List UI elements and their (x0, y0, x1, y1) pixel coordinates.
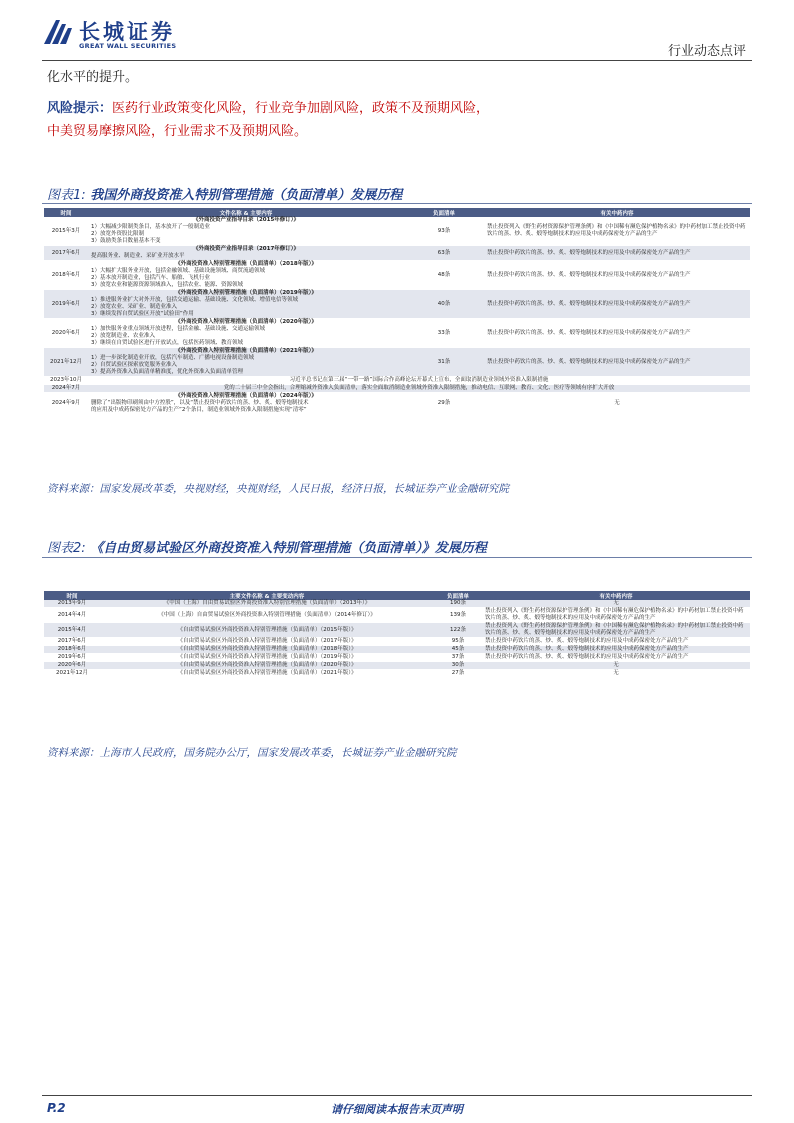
cell-event: 习近平总书记在第三届“一带一路”国际合作高峰论坛开幕式上宣布，全面取消制造业领域外资准入限制措施 (88, 377, 750, 385)
document-title: 《外商投资产业指导目录（2017年修订）》 (192, 246, 300, 252)
cell-count: 93条 (404, 217, 484, 246)
cell-document (88, 246, 404, 261)
header-negative-list: 负面清单 (434, 591, 482, 600)
cell-document (88, 348, 404, 377)
cell-document (88, 319, 404, 348)
cell-tcm: 无 (482, 662, 750, 670)
cell-time: 2017年6月 (44, 638, 100, 646)
cell-time: 2021年12月 (44, 670, 100, 678)
cell-time: 2014年4月 (44, 608, 100, 623)
company-logo (42, 14, 177, 62)
cell-time: 2023年10月 (44, 377, 88, 385)
cell-tcm: 禁止投资中药饮片的蒸、炒、炙、煅等炮制技术的应用及中成药保密处方产品的生产 (482, 654, 750, 662)
figure1-caption: 我国外商投资准入特别管理措施（负面清单）发展历程 (90, 188, 403, 203)
cell-count: 29条 (404, 393, 484, 415)
table-row (44, 646, 750, 654)
cell-tcm: 无 (484, 393, 750, 415)
risk-text-2: 中美贸易摩擦风险，行业需求不及预期风险。 (47, 124, 308, 139)
document-item: 1）加快服务业重点领域开放进程，包括金融、基础设施、交通运输领域 (91, 326, 266, 332)
document-item: 2）放宽农业、采矿业、制造业准入 (91, 304, 178, 310)
figure1-title (47, 184, 402, 203)
document-item: 1）大幅减少限制类条目，基本放开了一般制造业 (91, 224, 211, 230)
figure2-source: 资料来源：上海市人民政府，国务院办公厅，国家发展改革委，长城证券产业金融研究院 (47, 747, 457, 759)
document-title: 《外商投资准入特别管理措施（负面清单）（2019年版）》 (175, 290, 317, 296)
figure2-title (47, 537, 487, 556)
table-row (44, 217, 750, 246)
cell-count: 37条 (434, 654, 482, 662)
cell-tcm: 禁止投资中药饮片的蒸、炒、炙、煅等炮制技术的应用及中成药保密处方产品的生产 (484, 246, 750, 261)
cell-document: 《中国（上海）自由贸易试验区外商投资准入特别管理措施（负面清单）（2014年修订）》 (100, 608, 434, 623)
table-row (44, 662, 750, 670)
cell-count: 95条 (434, 638, 482, 646)
cell-count: 27条 (434, 670, 482, 678)
cell-document: 《自由贸易试验区外商投资准入特别管理措施（负面清单）（2015年版）》 (100, 623, 434, 638)
document-item: 1）大幅扩大服务业开放，包括金融领域、基础设施领域、商贸流通领域 (91, 268, 266, 274)
cell-document: 《自由贸易试验区外商投资准入特别管理措施（负面清单）（2018年版）》 (100, 646, 434, 654)
risk-warning-line2 (47, 120, 747, 144)
cell-count: 48条 (404, 261, 484, 290)
document-item: 1）进一步深化制造业开放，包括汽车制造、广播电视设备制造领域 (91, 355, 255, 361)
document-item: 3）提高外资准入负面清单精准度，优化外资准入负面清单管理 (91, 369, 244, 375)
document-title: 《外商投资准入特别管理措施（负面清单）（2021年版）》 (175, 348, 317, 354)
cell-time: 2013年9月 (44, 600, 100, 608)
cell-count: 45条 (434, 646, 482, 654)
cell-count: 31条 (404, 348, 484, 377)
cell-count: 33条 (404, 319, 484, 348)
figure2-table (44, 591, 750, 678)
figure1-number: 图表1: (47, 188, 86, 203)
document-item: 提高服务业、制造业、采矿业开放水平 (91, 253, 185, 259)
header-tcm-content: 有关中药内容 (484, 208, 750, 217)
cell-time: 2021年12月 (44, 348, 88, 377)
risk-label: 风险提示： (47, 101, 113, 116)
document-item: 1）推进服务业扩大对外开放，包括交通运输、基础设施、文化领域、增值电信等领域 (91, 297, 299, 303)
footer-divider (42, 1095, 752, 1096)
cell-tcm: 禁止投资中药饮片的蒸、炒、炙、煅等炮制技术的应用及中成药保密处方产品的生产 (482, 646, 750, 654)
cell-document: 《自由贸易试验区外商投资准入特别管理措施（负面清单）（2020年版）》 (100, 662, 434, 670)
cell-time: 2017年6月 (44, 246, 88, 261)
table-row (44, 348, 750, 377)
table-row (44, 319, 750, 348)
cell-document: 《自由贸易试验区外商投资准入特别管理措施（负面清单）（2021年版）》 (100, 670, 434, 678)
cell-tcm: 禁止投资中药饮片的蒸、炒、炙、煅等炮制技术的应用及中成药保密处方产品的生产 (482, 638, 750, 646)
document-title: 《外商投资准入特别管理措施（负面清单）（2020年版）》 (175, 319, 317, 325)
cell-tcm: 禁止投资中药饮片的蒸、炒、炙、煅等炮制技术的应用及中成药保密处方产品的生产 (484, 290, 750, 319)
document-item: 的应用及中成药保密处方产品的生产”2个条目，制造业领域外资准入限制措施实现“清零” (91, 407, 307, 413)
continuation-text: 化水平的提升。 (47, 70, 139, 85)
cell-time: 2020年6月 (44, 662, 100, 670)
document-item: 2）基本放开制造业，包括汽车、船舶、飞机行业 (91, 275, 211, 281)
table-header-row (44, 591, 750, 600)
document-item: 2）放宽制造业、农业准入 (91, 333, 156, 339)
cell-time: 2018年6月 (44, 646, 100, 654)
table-row (44, 393, 750, 415)
logo-name-en: GREAT WALL SECURITIES (79, 42, 177, 50)
table-row (44, 638, 750, 646)
cell-time: 2019年6月 (44, 290, 88, 319)
figure1-rule (42, 203, 752, 204)
figure2-number: 图表2: (47, 541, 86, 556)
document-item: 2）放宽外资股比限制 (91, 231, 144, 237)
table-row (44, 290, 750, 319)
table-row (44, 377, 750, 385)
document-item: 2）自贸试验区探索放宽服务业准入 (91, 362, 178, 368)
cell-tcm: 禁止投资列入《野生药材资源保护管理条例》和《中国稀有濒危保护植物名录》的中药材加工禁止投资中药饮片的蒸、炒、炙、煅等炮制技术的应用及中成药保密处方产品的生产 (482, 623, 750, 638)
header-document: 主要文件名称 & 主要变动内容 (100, 591, 434, 600)
table-row (44, 385, 750, 393)
cell-tcm: 无 (482, 600, 750, 608)
cell-count: 190条 (434, 600, 482, 608)
great-wall-logo-icon (42, 14, 74, 46)
document-item: 3）继续在自贸试验区进行开放试点，包括医药领域、教育领域 (91, 340, 244, 346)
logo-name-cn: 长城证券 (79, 20, 175, 44)
cell-count: 139条 (434, 608, 482, 623)
cell-tcm: 禁止投资列入《野生药材资源保护管理条例》和《中国稀有濒危保护植物名录》的中药材加工禁止投资中药饮片的蒸、炒、炙、煅等炮制技术的应用及中成药保密处方产品的生产 (482, 608, 750, 623)
cell-time: 2024年7月 (44, 385, 88, 393)
cell-tcm: 禁止投资中药饮片的蒸、炒、炙、煅等炮制技术的应用及中成药保密处方产品的生产 (484, 348, 750, 377)
figure1-source: 资料来源：国家发展改革委，央视财经，央视财经，人民日报，经济日报，长城证券产业金融研究院 (47, 483, 509, 495)
cell-count: 30条 (434, 662, 482, 670)
header-divider (42, 60, 752, 61)
cell-document (88, 261, 404, 290)
risk-warning-line1 (47, 97, 747, 121)
cell-tcm: 禁止投资中药饮片的蒸、炒、炙、煅等炮制技术的应用及中成药保密处方产品的生产 (484, 261, 750, 290)
cell-time: 2015年3月 (44, 217, 88, 246)
header-time: 时间 (44, 591, 100, 600)
cell-time: 2019年6月 (44, 654, 100, 662)
table-row (44, 261, 750, 290)
cell-document: 《中国（上海）自由贸易试验区外商投资准入特别管理措施（负面清单）（2013年）》 (100, 600, 434, 608)
header-negative-list: 负面清单 (404, 208, 484, 217)
cell-count: 63条 (404, 246, 484, 261)
table-row (44, 608, 750, 623)
cell-tcm: 禁止投资列入《野生药材资源保护管理条例》和《中国稀有濒危保护植物名录》的中药材加工禁止投资中药饮片的蒸、炒、炙、煅等炮制技术的应用及中成药保密处方产品的生产 (484, 217, 750, 246)
cell-document (88, 393, 404, 415)
cell-document (88, 290, 404, 319)
figure1-table (44, 208, 750, 415)
cell-tcm: 禁止投资中药饮片的蒸、炒、炙、煅等炮制技术的应用及中成药保密处方产品的生产 (484, 319, 750, 348)
cell-count: 122条 (434, 623, 482, 638)
document-item: 删除了“出版物印刷须由中方控股”，以及“禁止投资中药饮片的蒸、炒、炙、煅等炮制技术 (91, 400, 309, 406)
document-item: 3）继续发挥自贸试验区开放“试验田”作用 (91, 311, 194, 317)
cell-document (88, 217, 404, 246)
document-title: 《外商投资产业指导目录（2015年修订）》 (192, 217, 300, 223)
cell-document: 《自由贸易试验区外商投资准入特别管理措施（负面清单）（2017年版）》 (100, 638, 434, 646)
document-title: 《外商投资准入特别管理措施（负面清单）（2024年版）》 (175, 393, 317, 399)
report-type: 行业动态点评 (667, 44, 746, 59)
header-time: 时间 (44, 208, 88, 217)
document-item: 3）鼓励类条目数量基本不变 (91, 238, 161, 244)
cell-time: 2020年6月 (44, 319, 88, 348)
table-row (44, 670, 750, 678)
cell-count: 40条 (404, 290, 484, 319)
cell-time: 2015年4月 (44, 623, 100, 638)
table-row (44, 600, 750, 608)
figure2-caption: 《自由贸易试验区外商投资准入特别管理措施（负面清单）》发展历程 (90, 541, 487, 556)
disclaimer-note: 请仔细阅读本报告末页声明 (331, 1103, 463, 1116)
header-document: 文件名称 & 主要内容 (88, 208, 404, 217)
document-title: 《外商投资准入特别管理措施（负面清单）（2018年版）》 (175, 261, 317, 267)
figure2-rule (42, 557, 752, 558)
cell-time: 2024年9月 (44, 393, 88, 415)
page-number: P.2 (47, 1101, 66, 1115)
cell-document: 《自由贸易试验区外商投资准入特别管理措施（负面清单）（2019年版）》 (100, 654, 434, 662)
cell-time: 2018年6月 (44, 261, 88, 290)
cell-event: 党的二十届三中全会指出，合理缩减外资准入负面清单，落实全面取消制造业领域外资准入限制措施，推动电信、互联网、教育、文化、医疗等领域有序扩大开放 (88, 385, 750, 393)
table-row (44, 654, 750, 662)
header-tcm-content: 有关中药内容 (482, 591, 750, 600)
cell-tcm: 无 (482, 670, 750, 678)
document-item: 3）放宽农业和能源资源领域准入，包括农业、能源、资源领域 (91, 282, 244, 288)
risk-text-1: 医药行业政策变化风险，行业竞争加剧风险，政策不及预期风险， (112, 101, 490, 116)
table-header-row (44, 208, 750, 217)
table-row (44, 246, 750, 261)
table-row (44, 623, 750, 638)
